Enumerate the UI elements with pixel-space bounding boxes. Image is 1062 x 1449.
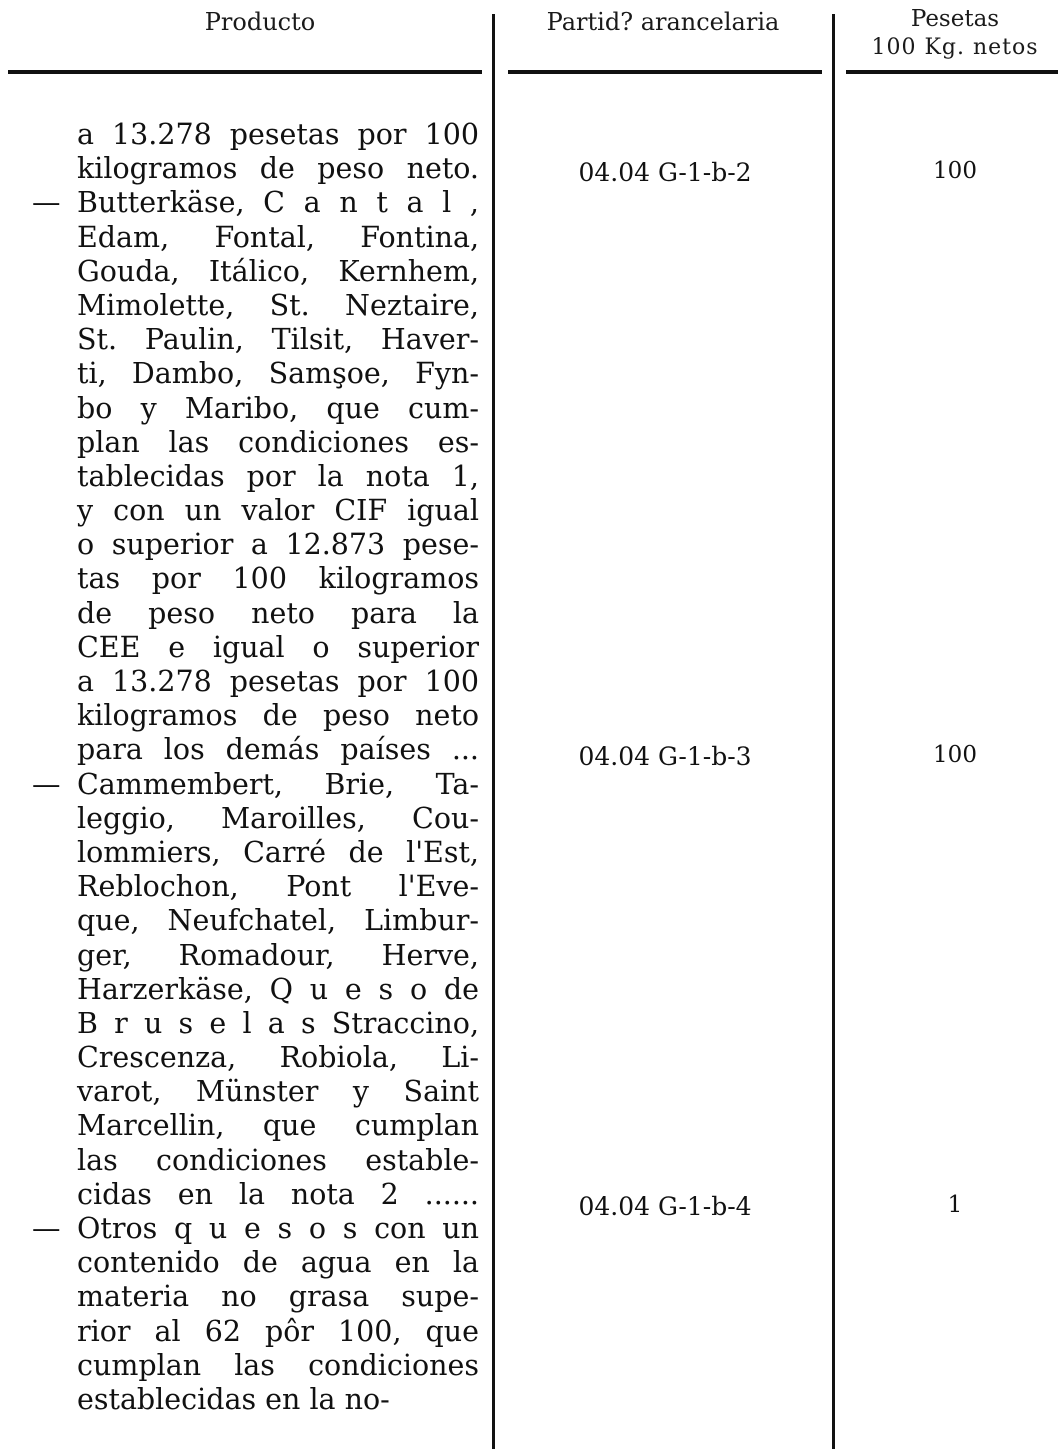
header-producto: Producto [204,8,316,36]
item-dash: — [32,1212,61,1245]
column-divider [832,14,835,1449]
producto-line [0,1212,479,1246]
producto-line-text: contenido de agua en la [77,1246,479,1280]
producto-line [0,665,479,699]
producto-line-text: Mimolette, St. Neztaire, [77,288,479,322]
producto-line [0,836,479,870]
producto-line-text: cidas en la nota 2 ...... [77,1177,479,1211]
producto-line-text: tas por 100 kilogramos [77,562,479,596]
producto-line [0,1280,479,1314]
producto-line-text: Reblochon, Pont l'Eve- [77,870,479,904]
producto-line-text: Butterkäse, C a n t a l , [77,186,479,220]
producto-column [0,118,490,1417]
partida-cell: 04.04 G-1-b-2 [578,158,752,187]
producto-line [0,1246,479,1280]
producto-line-text: plan las condiciones es- [77,425,479,459]
header-rule-producto [8,70,482,74]
producto-line [0,152,479,186]
header-pesetas: Pesetas [910,6,1000,32]
producto-line-text: ger, Romadour, Herve, [77,938,479,972]
producto-line [0,528,479,562]
producto-line-text: a 13.278 pesetas por 100 [77,665,479,698]
producto-line [0,1007,479,1041]
producto-line [0,631,479,665]
producto-line-text: bo y Maribo, que cum- [77,391,479,425]
producto-line [0,802,479,836]
producto-line-text: leggio, Maroilles, Cou- [77,801,479,835]
producto-line [0,1178,479,1212]
producto-line-text: Harzerkäse, Q u e s o de [77,972,479,1006]
producto-line [0,1349,479,1383]
producto-line [0,939,479,973]
producto-line [0,118,479,152]
producto-line [0,1383,479,1417]
producto-line-text: que, Neufchatel, Limbur- [77,904,479,938]
producto-line [0,699,479,733]
producto-line [0,562,479,596]
producto-line [0,1109,479,1143]
producto-line [0,460,479,494]
header-rule-pesetas [846,70,1058,74]
producto-line-text: kilogramos de peso neto [77,699,479,733]
producto-line-text: tablecidas por la nota 1, [77,459,479,493]
producto-line-text: Gouda, Itálico, Kernhem, [77,254,479,288]
producto-line [0,1315,479,1349]
producto-line-text: para los demás países ... [77,733,479,767]
producto-line-text: B r u s e l a s Straccino, [77,1006,479,1040]
producto-line [0,323,479,357]
header-pesetas-unit: 100 Kg. netos [871,35,1039,60]
producto-line-text: kilogramos de peso neto. [77,152,479,186]
producto-line [0,870,479,904]
producto-line [0,1075,479,1109]
producto-line-text: o superior a 12.873 pese- [77,528,479,562]
producto-line [0,186,479,220]
producto-line-text: Crescenza, Robiola, Li- [77,1041,479,1075]
producto-line-text: varot, Münster y Saint [77,1075,479,1109]
producto-line [0,426,479,460]
producto-line-text: a 13.278 pesetas por 100 [77,118,479,151]
producto-line-text: Cammembert, Brie, Ta- [77,767,479,801]
producto-line-text: materia no grasa supe- [77,1280,479,1314]
producto-line-text: cumplan las condiciones [77,1348,479,1382]
column-divider [492,14,495,1449]
producto-line-text: St. Paulin, Tilsit, Haver- [77,323,479,357]
header-partida-arancelaria: Partid? arancelaria [546,8,780,36]
producto-line [0,733,479,767]
partida-cell: 04.04 G-1-b-4 [578,1192,752,1221]
header-rule-partida [508,70,822,74]
producto-line [0,597,479,631]
pesetas-cell: 100 [933,158,977,184]
producto-line [0,221,479,255]
producto-line [0,768,479,802]
producto-line-text: de peso neto para la [77,596,479,630]
producto-line [0,494,479,528]
producto-line-text: Edam, Fontal, Fontina, [77,220,479,254]
producto-line [0,973,479,1007]
producto-line-text: ti, Dambo, Samşoe, Fyn- [77,357,479,391]
pesetas-cell: 100 [933,742,977,768]
producto-line [0,1144,479,1178]
producto-line [0,1041,479,1075]
producto-line-text: establecidas en la no- [77,1382,390,1416]
pesetas-cell: 1 [947,1192,963,1218]
producto-line [0,357,479,391]
producto-line [0,255,479,289]
producto-line-text: Otros q u e s o s con un [77,1212,479,1245]
producto-line-text: rior al 62 pôr 100, que [77,1314,479,1348]
producto-line-text: y con un valor CIF igual [77,494,479,528]
producto-line-text: las condiciones estable- [77,1143,479,1177]
producto-line-text: CEE e igual o superior [77,630,479,664]
producto-line-text: lommiers, Carré de l'Est, [77,835,479,869]
producto-line-text: Marcellin, que cumplan [77,1109,479,1143]
item-dash: — [32,186,61,220]
item-dash: — [32,767,61,801]
producto-line [0,289,479,323]
producto-line [0,392,479,426]
partida-cell: 04.04 G-1-b-3 [578,742,752,771]
producto-line [0,904,479,938]
